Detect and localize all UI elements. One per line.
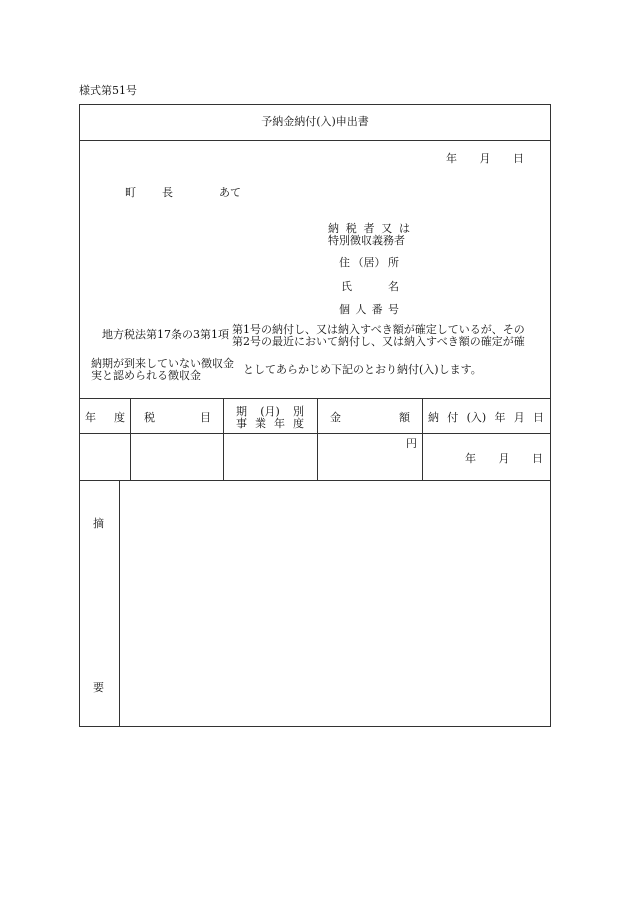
form-number: 様式第51号 <box>79 84 137 97</box>
address-label: 住 （居） 所 <box>339 256 399 269</box>
addressee-mayor: 町 長 <box>125 186 173 199</box>
amount-yen-unit: 円 <box>406 437 417 450</box>
date-month: 月 <box>479 152 491 165</box>
table-header-rule <box>79 433 551 434</box>
remarks-label-bottom: 要 <box>93 681 104 694</box>
individual-number-label: 個 人 番 号 <box>339 303 399 316</box>
col-divider-1 <box>130 398 131 480</box>
header-amount: 金 額 <box>330 411 410 424</box>
table-bottom-rule <box>79 480 551 481</box>
collection-type-2: 実と認められる徴収金 <box>91 369 201 382</box>
law-reference: 地方税法第17条の3第1項 <box>102 328 229 341</box>
table-top-rule <box>79 398 551 399</box>
col-divider-2 <box>223 398 224 480</box>
addressee-suffix: あて <box>219 186 241 199</box>
option-line-1: 第1号の納付し、又は納入すべき額が確定しているが、その <box>232 323 525 336</box>
collection-type-1: 納期が到来していない徴収金 <box>91 357 234 370</box>
taxpayer-heading-line1: 納 税 者 又 は <box>328 222 410 235</box>
form-title: 予納金納付(入)申出書 <box>261 115 369 128</box>
name-label: 氏 名 <box>341 280 399 293</box>
col-divider-4 <box>422 398 423 480</box>
col-divider-3 <box>317 398 318 480</box>
header-period-line1: 期 (月) 別 <box>236 405 304 418</box>
remarks-label-top: 摘 <box>93 517 104 530</box>
remarks-divider <box>119 480 120 727</box>
option-line-2: 第2号の最近において納付し、又は納入すべき額の確定が確 <box>232 335 525 348</box>
header-period-line2: 事 業 年 度 <box>236 417 304 430</box>
header-fiscal-year: 年 度 <box>85 411 125 424</box>
date-day: 日 <box>513 152 524 165</box>
row-payment-date: 年 月 日 <box>465 452 543 465</box>
title-divider <box>79 140 551 141</box>
date-year: 年 <box>446 152 457 165</box>
header-payment-date: 納 付 (入) 年 月 日 <box>428 411 544 424</box>
taxpayer-heading-line2: 特別徴収義務者 <box>328 234 405 247</box>
application-date <box>446 150 524 166</box>
declaration-tail: としてあらかじめ下記のとおり納付(入)します。 <box>243 363 482 376</box>
header-tax-item: 税 目 <box>144 411 211 424</box>
